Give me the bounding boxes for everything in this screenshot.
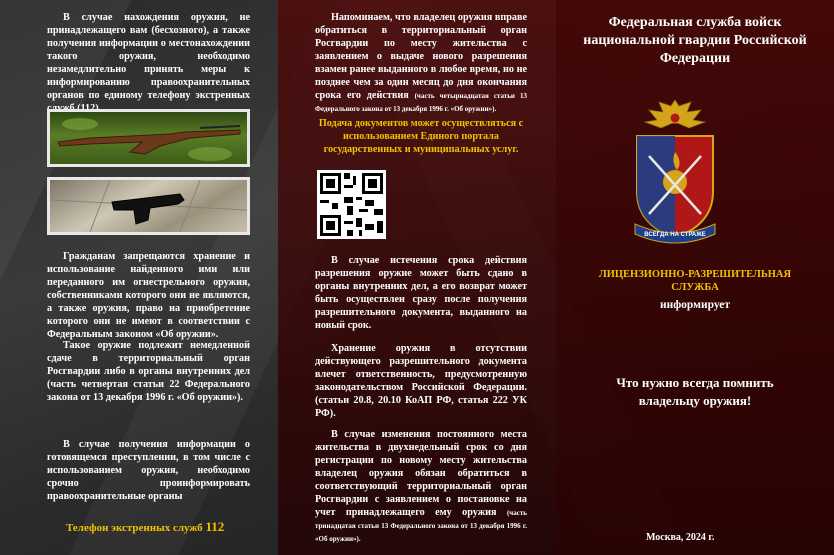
rosgvardia-emblem-icon bbox=[631, 96, 719, 248]
org-title: Федеральная служба войск национальной гвардии Российской Федерации bbox=[583, 15, 807, 67]
rifle-icon bbox=[50, 112, 247, 164]
crime-info-paragraph: В случае получения информации о готовящемся преступлении, в том числе с использованием оружия, необходимо срочно проинформировать правоохранительные органы bbox=[47, 439, 250, 503]
pistol-icon bbox=[50, 180, 247, 232]
rifle-in-grass-photo bbox=[47, 109, 250, 167]
renewal-text: Напоминаем, что владелец оружия вправе обратиться в территориальный орган Росгвардии по месту жительства с заявлением о выдаче нового разрешения взамен ранее выданного в любое время, но не позднее чем за один месяц до дня окончания срока его действия bbox=[315, 12, 527, 102]
city-year: Москва, 2024 г. bbox=[646, 532, 715, 543]
pistol-on-pavement-photo bbox=[47, 177, 250, 235]
relocation-law-ref: (часть тринадцатая статьи 13 Федерального закона от 13 декабря 1996 г. «Об оружии»). bbox=[315, 509, 527, 544]
middle-column bbox=[278, 0, 556, 555]
service-title: ЛИЦЕНЗИОННО-РАЗРЕШИТЕЛЬНАЯ СЛУЖБА bbox=[598, 269, 792, 294]
surrender-paragraph: Такое оружие подлежит немедленной сдаче в территориальный орган Росгвардии либо в органы внутренних дел (часть четвертая статьи 22 Федерального закона от 13 декабря 1996 г. «Об оружии»). bbox=[47, 340, 250, 404]
left-column bbox=[0, 0, 272, 555]
phone-label: Телефон экстренных служб bbox=[66, 522, 203, 534]
qr-code[interactable] bbox=[317, 170, 386, 239]
expiry-paragraph: В случае истечения срока действия разрешения оружие может быть сдано в органы внутренних дел, а его возврат может быть осуществлен сразу после получения разрешительного документа, выданного на новый срок. bbox=[315, 255, 527, 332]
found-weapon-paragraph: В случае нахождения оружия, не принадлежащего вам (бесхозного), а также получения информации о местонахождении такого оружия, необходимо незамедлительно принять меры к информированию правоохранительных органов по единому телефону экстренных bbox=[47, 12, 250, 102]
renewal-paragraph bbox=[315, 11, 527, 115]
emergency-phone-line bbox=[66, 519, 224, 535]
emblem-motto: ВСЕГДА НА СТРАЖЕ bbox=[644, 232, 706, 238]
headline: Что нужно всегда помнить владельцу оружия! bbox=[616, 375, 774, 408]
phone-number: 112 bbox=[205, 519, 225, 534]
cover-column bbox=[556, 0, 834, 555]
storage-liability-paragraph: Хранение оружия в отсутствии действующего разрешительного документа влечет ответственность, предусмотренную законодательством Российской Федерации. (статьи 20.8, 20.10 КоАП РФ, статья 222 УК РФ). bbox=[315, 343, 527, 420]
relocation-paragraph bbox=[315, 428, 527, 545]
qr-code-icon bbox=[317, 170, 386, 239]
renewal-law-ref: (часть четырнадцатая статьи 13 Федерального закона от 13 декабря 1996 г. «Об оружии»). bbox=[315, 92, 527, 114]
gosuslugi-notice: Подача документов может осуществляться с использованием Единого портала государственных и муниципальных услуг. bbox=[318, 118, 524, 156]
prohibition-paragraph: Гражданам запрещаются хранение и использование найденного ими или переданного им огнестрельного оружия, собственниками которого они не являются, а также оружия, право на приобретение которого они не имеют в соответствии с Федеральным законом «Об оружии». bbox=[47, 251, 250, 341]
informs-label: информирует bbox=[659, 299, 731, 311]
relocation-text: В случае изменения постоянного места жительства в двухнедельный срок со дня регистрации по новому месту жительства владелец оружия обязан обратиться в соответствующий территориальный орган Росгвардии с заявлением о постановке на учет принадлежащего ему оружия bbox=[315, 429, 527, 519]
